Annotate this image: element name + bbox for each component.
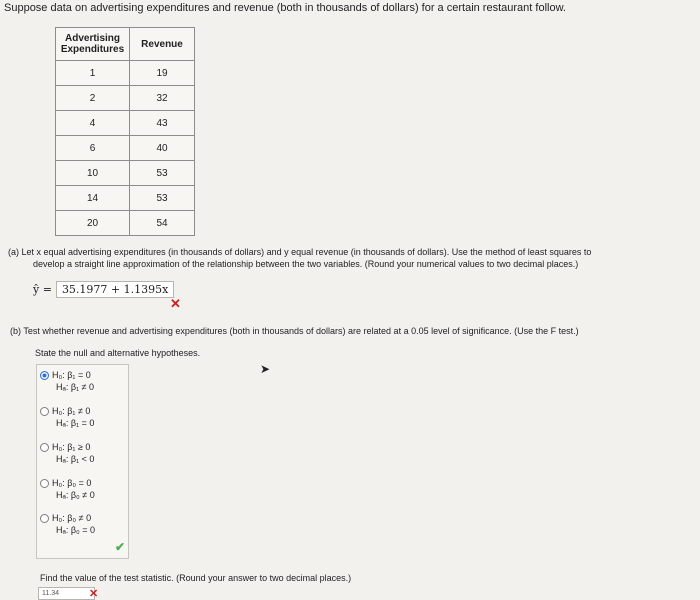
h0-text: H₀: β₁ ≠ 0 <box>52 406 91 416</box>
ha-text: Hₐ: β₀ = 0 <box>56 525 96 535</box>
cell-x: 6 <box>56 136 130 161</box>
part-a-question <box>8 246 678 270</box>
ha-text: Hₐ: β₁ ≠ 0 <box>56 382 95 392</box>
radio-icon[interactable] <box>40 443 49 452</box>
radio-icon[interactable] <box>40 479 49 488</box>
h0-text: H₀: β₀ ≠ 0 <box>52 513 92 523</box>
cell-x: 2 <box>56 86 130 111</box>
h0-text: H₀: β₁ = 0 <box>52 370 91 380</box>
header-advertising: Advertising Expenditures <box>56 28 130 61</box>
table-row <box>56 86 195 111</box>
test-statistic-prompt: Find the value of the test statistic. (Round your answer to two decimal places.) <box>40 573 352 583</box>
cell-x: 10 <box>56 161 130 186</box>
table-row <box>56 136 195 161</box>
table-row <box>56 161 195 186</box>
part-b-question: (b) Test whether revenue and advertising expenditures (both in thousands of dollars) are related at a 0.05 level of significance. (Use the F test.) <box>10 326 579 336</box>
cell-x: 20 <box>56 211 130 236</box>
radio-icon[interactable] <box>40 407 49 416</box>
hypotheses-prompt: State the null and alternative hypotheses. <box>35 348 201 358</box>
radio-icon[interactable] <box>40 514 49 523</box>
h0-text: H₀: β₁ ≥ 0 <box>52 442 91 452</box>
cell-y: 32 <box>130 86 195 111</box>
problem-intro: Suppose data on advertising expenditures and revenue (both in thousands of dollars) for a certain restaurant follow. <box>4 2 566 14</box>
hypotheses-options <box>36 364 129 559</box>
incorrect-icon: ✕ <box>89 588 99 600</box>
table-row <box>56 61 195 86</box>
incorrect-icon: ✕ <box>170 296 181 311</box>
cell-x: 1 <box>56 61 130 86</box>
cell-x: 14 <box>56 186 130 211</box>
table-row <box>56 211 195 236</box>
test-statistic-row <box>38 587 98 600</box>
ha-text: Hₐ: β₁ = 0 <box>56 418 95 428</box>
cell-x: 4 <box>56 111 130 136</box>
part-a-answer <box>33 281 174 298</box>
data-table <box>55 27 195 236</box>
cell-y: 53 <box>130 186 195 211</box>
cell-y: 40 <box>130 136 195 161</box>
mouse-cursor-icon: ➤ <box>260 362 271 376</box>
header-revenue: Revenue <box>130 28 195 61</box>
test-statistic-field[interactable]: 11.34 <box>38 587 95 600</box>
radio-selected-icon[interactable] <box>40 371 49 380</box>
cell-y: 19 <box>130 61 195 86</box>
yhat-label: ŷ = <box>33 283 52 296</box>
part-a-line2: develop a straight line approximation of the relationship between the two variables. (Round your numerical values to two decimal places.) <box>33 259 579 269</box>
h0-text: H₀: β₀ = 0 <box>52 478 92 488</box>
cell-y: 43 <box>130 111 195 136</box>
part-a-line1: (a) Let x equal advertising expenditures (in thousands of dollars) and y equal revenue (in thousands of dollars). Use the method of least squares to <box>8 247 592 257</box>
table-row <box>56 111 195 136</box>
cell-y: 54 <box>130 211 195 236</box>
table-row <box>56 186 195 211</box>
ha-text: Hₐ: β₀ ≠ 0 <box>56 490 95 500</box>
cell-y: 53 <box>130 161 195 186</box>
ha-text: Hₐ: β₁ < 0 <box>56 454 95 464</box>
correct-check-icon: ✔ <box>115 540 126 554</box>
regression-answer-field[interactable]: 35.1977 + 1.1395x <box>56 281 174 298</box>
